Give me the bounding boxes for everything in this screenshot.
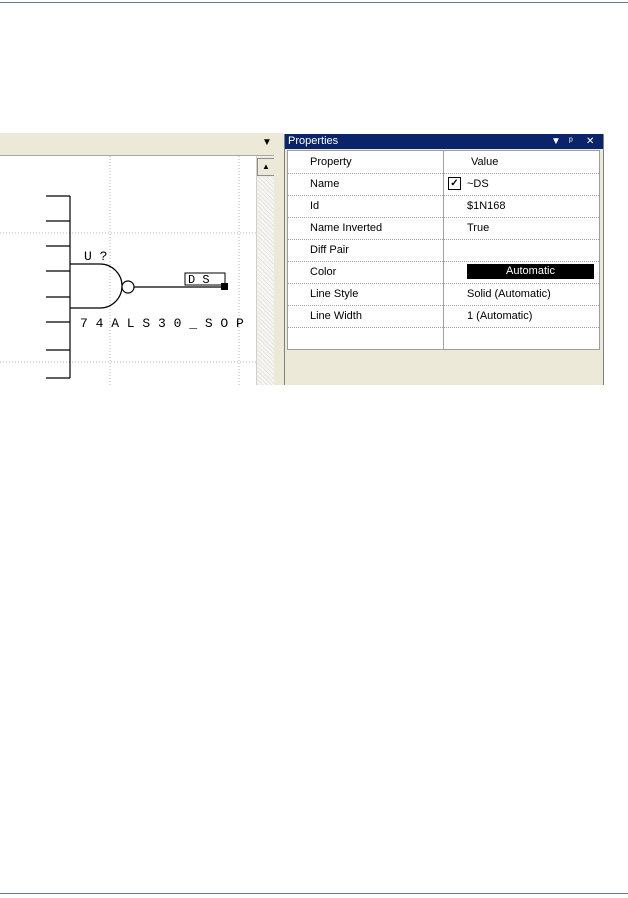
pin-icon[interactable]: ᵖ bbox=[569, 136, 573, 147]
line-width-value[interactable]: 1 (Automatic) bbox=[467, 310, 533, 322]
property-row-line-width[interactable] bbox=[288, 305, 599, 328]
scroll-track[interactable] bbox=[258, 177, 274, 385]
net-end-marker bbox=[221, 283, 228, 290]
properties-panel bbox=[284, 134, 604, 385]
property-row-id[interactable] bbox=[288, 195, 599, 218]
id-value[interactable]: $1N168 bbox=[467, 200, 506, 212]
properties-grid bbox=[287, 150, 600, 350]
property-id-label: Id bbox=[310, 200, 320, 212]
grid-header-row bbox=[288, 151, 599, 174]
property-line-style-label: Line Style bbox=[310, 288, 359, 300]
header-property[interactable]: Property bbox=[310, 156, 352, 168]
nand-gate-body bbox=[70, 264, 122, 308]
name-inverted-value[interactable]: True bbox=[467, 222, 490, 234]
property-name-inverted-label: Name Inverted bbox=[310, 222, 383, 234]
input-pins bbox=[46, 196, 70, 378]
property-diff-pair-label: Diff Pair bbox=[310, 244, 349, 256]
schematic-header bbox=[0, 133, 280, 156]
property-row-name-inverted[interactable] bbox=[288, 217, 599, 240]
line-style-value[interactable]: Solid (Automatic) bbox=[467, 288, 551, 300]
property-name-label: Name bbox=[310, 178, 340, 190]
net-label: D S bbox=[188, 273, 210, 287]
chevron-down-icon[interactable]: ▼ bbox=[262, 137, 272, 148]
property-line-width-label: Line Width bbox=[310, 310, 362, 322]
close-icon[interactable]: ✕ bbox=[586, 136, 595, 147]
inversion-bubble bbox=[122, 281, 134, 293]
schematic-pane[interactable] bbox=[0, 133, 280, 385]
property-row-empty bbox=[288, 327, 599, 350]
ref-designator-label: U ? bbox=[84, 249, 108, 264]
grid-lines bbox=[0, 156, 256, 385]
part-name-label: 7 4 A L S 3 0 _ S O P bbox=[80, 316, 244, 331]
header-value[interactable]: Value bbox=[471, 156, 499, 168]
name-value[interactable]: ~DS bbox=[467, 178, 489, 190]
vertical-scrollbar[interactable] bbox=[256, 156, 275, 385]
name-checkbox[interactable]: ✓ bbox=[448, 177, 461, 190]
bottom-rule bbox=[0, 893, 628, 894]
property-row-name[interactable] bbox=[288, 173, 599, 196]
properties-title-bar[interactable] bbox=[285, 134, 603, 149]
pane-splitter[interactable] bbox=[274, 133, 284, 385]
panel-menu-chevron-icon[interactable]: ▼ bbox=[551, 136, 561, 147]
property-row-diff-pair[interactable] bbox=[288, 239, 599, 262]
scroll-up-button[interactable]: ▲ bbox=[257, 158, 275, 176]
properties-title: Properties bbox=[288, 135, 339, 147]
color-swatch-value[interactable]: Automatic bbox=[467, 264, 594, 279]
property-color-label: Color bbox=[310, 266, 337, 278]
property-row-line-style[interactable] bbox=[288, 283, 599, 306]
top-rule bbox=[0, 2, 628, 3]
property-row-color[interactable] bbox=[288, 261, 599, 284]
schematic-canvas[interactable] bbox=[0, 156, 256, 385]
